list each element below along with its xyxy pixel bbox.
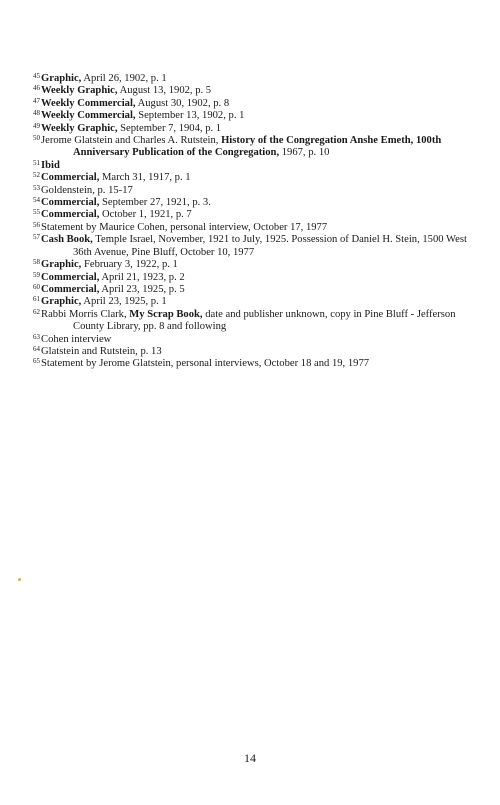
citation-detail: September 7, 1904, p. 1 [117,122,222,134]
source-title: Weekly Commercial, [41,110,136,122]
footnote-60 [33,284,473,296]
footnote-65 [33,358,473,370]
footnote-58 [33,259,473,271]
footnote-55 [33,209,473,221]
citation-detail: Glatstein and Rutstein, p. 13 [41,345,162,357]
footnote-61 [33,296,473,308]
footnote-number: 59 [33,270,40,279]
source-title: Weekly Commercial, [41,97,136,109]
footnote-number: 55 [33,208,40,217]
footnote-45 [33,73,473,85]
citation-detail: Goldenstein, p. 15-17 [41,184,133,196]
footnote-52 [33,172,473,184]
citation-detail: August 30, 1902, p. 8 [135,97,230,109]
footnote-53 [33,185,473,197]
footnote-59 [33,272,473,284]
footnote-number: 64 [33,344,40,353]
citation-detail: February 3, 1922, p. 1 [81,259,178,271]
footnote-64 [33,346,473,358]
footnote-number: 46 [33,84,40,93]
footnote-number: 57 [33,233,40,242]
footnote-number: 60 [33,282,40,291]
citation-detail: Statement by Maurice Cohen, personal interview, October 17, 1977 [41,221,328,233]
footnote-number: 58 [33,258,40,267]
citation-detail: date and publisher unknown, copy in Pine Bluff - Jefferson County Library, pp. 8 and following [73,308,456,333]
source-title: Weekly Graphic, [41,85,118,97]
citation-detail: October 1, 1921, p. 7 [99,209,192,221]
citation-detail: 1967, p. 10 [279,147,330,159]
footnote-63 [33,334,473,346]
citation-detail: April 23, 1925, p. 5 [99,283,185,295]
paper-speck [18,578,21,581]
citation-detail: April 23, 1925, p. 1 [81,296,167,308]
footnote-number: 56 [33,220,40,229]
footnote-51 [33,160,473,172]
footnote-number: 53 [33,183,40,192]
citation-detail: Statement by Jerome Glatstein, personal interviews, October 18 and 19, 1977 [41,358,370,370]
citation-detail: April 21, 1923, p. 2 [99,271,185,283]
footnote-56 [33,222,473,234]
footnote-50 [33,135,473,160]
source-title: Cash Book, [41,234,93,246]
footnote-57 [33,234,473,259]
citation-authors: Rabbi Morris Clark, [41,308,130,320]
citation-detail: September 27, 1921, p. 3. [99,197,211,209]
footnote-number: 63 [33,332,40,341]
source-title: Commercial, [41,197,100,209]
source-title: Commercial, [41,271,100,283]
source-title: Commercial, [41,172,100,184]
footnote-number: 48 [33,109,40,118]
footnote-46 [33,85,473,97]
citation-detail: September 13, 1902, p. 1 [135,110,245,122]
source-title: History of the Congregation Anshe Emeth, 100th Anniversary Publication of the Congregation, [73,135,442,159]
footnote-48 [33,110,473,122]
page-number: 14 [244,751,256,765]
source-title: Graphic, [41,73,82,84]
footnote-number: 45 [33,72,40,80]
source-title: Ibid [41,159,60,171]
footnote-47 [33,98,473,110]
citation-detail: Cohen interview [41,333,112,345]
citation-detail: August 13, 1902, p. 5 [117,85,212,97]
footnote-number: 54 [33,196,40,205]
citation-detail: April 26, 1902, p. 1 [81,73,167,84]
source-title: Graphic, [41,296,82,308]
footnote-list [33,73,473,371]
footnote-number: 50 [33,134,40,143]
citation-authors: Jerome Glatstein and Charles A. Rutstein, [41,135,222,147]
citation-detail: March 31, 1917, p. 1 [99,172,191,184]
footnote-number: 49 [33,121,40,130]
footnote-number: 47 [33,96,40,105]
footnote-number: 65 [33,357,40,366]
footnote-number: 61 [33,295,40,304]
footnote-number: 51 [33,158,40,167]
source-title: My Scrap Book, [129,308,203,320]
footnote-49 [33,123,473,135]
footnote-62 [33,309,473,334]
source-title: Commercial, [41,283,100,295]
source-title: Commercial, [41,209,100,221]
citation-detail: Temple Israel, November, 1921 to July, 1925. Possession of Daniel H. Stein, 1500 West 36th Avenue, Pine Bluff, October 10, 1977 [73,234,467,258]
source-title: Weekly Graphic, [41,122,118,134]
footnote-54 [33,197,473,209]
footnote-number: 62 [33,307,40,316]
footnote-number: 52 [33,171,40,180]
source-title: Graphic, [41,259,82,271]
